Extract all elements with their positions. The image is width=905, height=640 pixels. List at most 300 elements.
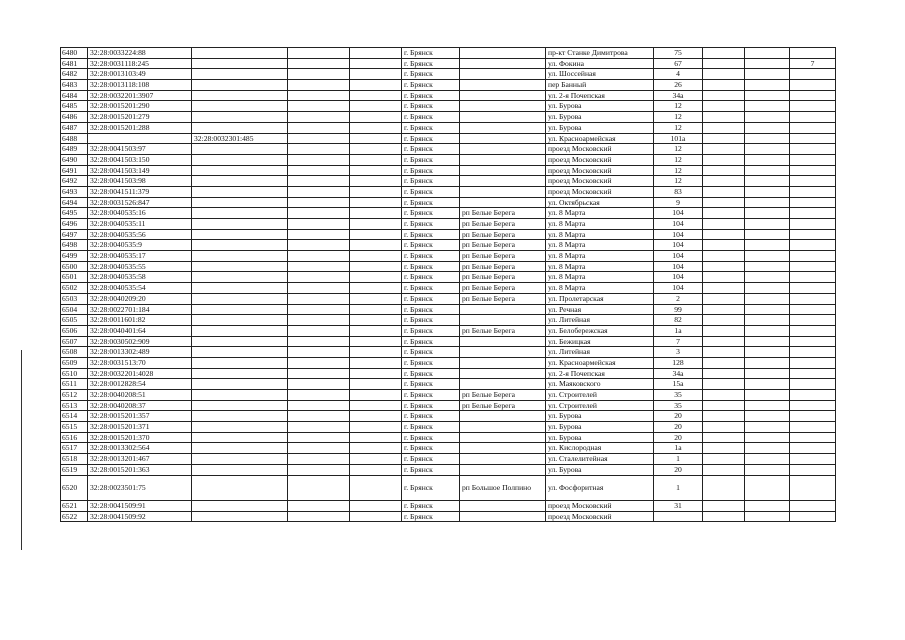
cadastral-number-alt (192, 368, 288, 379)
col-5 (350, 48, 402, 59)
city-cell: г. Брянск (402, 336, 460, 347)
col-11 (745, 336, 790, 347)
cadastral-number: 32:28:0023501:75 (88, 475, 192, 501)
settlement-cell (460, 422, 546, 433)
cadastral-number-alt (192, 411, 288, 422)
cadastral-number: 32:28:0031513:70 (88, 357, 192, 368)
cadastral-number: 32:28:0032201:3907 (88, 90, 192, 101)
col-12 (790, 390, 836, 401)
col-11 (745, 208, 790, 219)
col-10 (703, 154, 745, 165)
cadastral-number-alt (192, 454, 288, 465)
col-12 (790, 379, 836, 390)
col-11 (745, 443, 790, 454)
row-number: 6494 (61, 197, 88, 208)
cadastral-number: 32:28:0040209:20 (88, 293, 192, 304)
row-number: 6510 (61, 368, 88, 379)
table-row (61, 293, 836, 304)
col-4 (288, 368, 350, 379)
col-5 (350, 176, 402, 187)
col-12 (790, 219, 836, 230)
street-cell: ул. Бурова (546, 422, 654, 433)
table-row (61, 390, 836, 401)
city-cell: г. Брянск (402, 154, 460, 165)
cadastral-number-alt (192, 144, 288, 155)
cadastral-number-alt (192, 501, 288, 512)
street-cell: ул. Бежицкая (546, 336, 654, 347)
table-row (61, 176, 836, 187)
col-5 (350, 283, 402, 294)
col-4 (288, 186, 350, 197)
col-11 (745, 400, 790, 411)
table-row (61, 219, 836, 230)
cadastral-number: 32:28:0015201:279 (88, 112, 192, 123)
table-row (61, 304, 836, 315)
street-cell: проезд Московский (546, 186, 654, 197)
col-5 (350, 464, 402, 475)
settlement-cell (460, 144, 546, 155)
col-11 (745, 101, 790, 112)
row-number: 6519 (61, 464, 88, 475)
col-11 (745, 272, 790, 283)
cadastral-number: 32:28:0041503:97 (88, 144, 192, 155)
cadastral-number-alt (192, 347, 288, 358)
street-cell: ул. 8 Марта (546, 272, 654, 283)
cadastral-number-alt (192, 261, 288, 272)
col-5 (350, 475, 402, 501)
house-cell: 3 (654, 347, 703, 358)
col-4 (288, 501, 350, 512)
row-number: 6504 (61, 304, 88, 315)
row-number: 6487 (61, 122, 88, 133)
col-5 (350, 379, 402, 390)
city-cell: г. Брянск (402, 400, 460, 411)
col-5 (350, 261, 402, 272)
col-4 (288, 48, 350, 59)
cadastral-number: 32:28:0033224:88 (88, 48, 192, 59)
table-row (61, 144, 836, 155)
street-cell: ул. 8 Марта (546, 261, 654, 272)
col-11 (745, 80, 790, 91)
street-cell: ул. Фокина (546, 58, 654, 69)
city-cell: г. Брянск (402, 368, 460, 379)
city-cell: г. Брянск (402, 511, 460, 522)
col-12 (790, 293, 836, 304)
table-row (61, 251, 836, 262)
cadastral-number (88, 133, 192, 144)
row-number: 6515 (61, 422, 88, 433)
col-10 (703, 48, 745, 59)
col-5 (350, 133, 402, 144)
house-cell: 67 (654, 58, 703, 69)
cadastral-number-alt (192, 400, 288, 411)
table-body (61, 48, 836, 522)
col-5 (350, 208, 402, 219)
street-cell: ул. Пролетарская (546, 293, 654, 304)
table-row (61, 357, 836, 368)
house-cell: 104 (654, 219, 703, 230)
cadastral-number: 32:28:0040208:51 (88, 390, 192, 401)
col-12 (790, 283, 836, 294)
settlement-cell (460, 379, 546, 390)
table-row (61, 112, 836, 123)
cadastral-number: 32:28:0013118:108 (88, 80, 192, 91)
col-10 (703, 511, 745, 522)
col-12 (790, 261, 836, 272)
table-row (61, 154, 836, 165)
settlement-cell: рп Белые Берега (460, 325, 546, 336)
col-4 (288, 283, 350, 294)
settlement-cell (460, 112, 546, 123)
street-cell: проезд Московский (546, 501, 654, 512)
row-number: 6481 (61, 58, 88, 69)
cadastral-number: 32:28:0011601:82 (88, 315, 192, 326)
col-12 (790, 112, 836, 123)
row-number: 6488 (61, 133, 88, 144)
cadastral-number: 32:28:0040535:17 (88, 251, 192, 262)
street-cell: ул. Маяковского (546, 379, 654, 390)
settlement-cell (460, 58, 546, 69)
cadastral-number: 32:28:0040535:16 (88, 208, 192, 219)
col-11 (745, 432, 790, 443)
street-cell: проезд Московский (546, 165, 654, 176)
col-11 (745, 368, 790, 379)
city-cell: г. Брянск (402, 165, 460, 176)
cadastral-number-alt (192, 48, 288, 59)
house-cell: 104 (654, 240, 703, 251)
street-cell: ул. Речная (546, 304, 654, 315)
city-cell: г. Брянск (402, 432, 460, 443)
table-row (61, 432, 836, 443)
col-5 (350, 112, 402, 123)
city-cell: г. Брянск (402, 283, 460, 294)
row-number: 6486 (61, 112, 88, 123)
col-5 (350, 336, 402, 347)
col-12 (790, 144, 836, 155)
col-5 (350, 368, 402, 379)
house-cell (654, 511, 703, 522)
house-cell: 12 (654, 144, 703, 155)
city-cell: г. Брянск (402, 240, 460, 251)
house-cell: 12 (654, 176, 703, 187)
settlement-cell (460, 432, 546, 443)
row-number: 6498 (61, 240, 88, 251)
house-cell: 104 (654, 229, 703, 240)
row-number: 6483 (61, 80, 88, 91)
col-11 (745, 379, 790, 390)
col-12 (790, 80, 836, 91)
col-10 (703, 283, 745, 294)
col-4 (288, 390, 350, 401)
street-cell: проезд Московский (546, 154, 654, 165)
col-12 (790, 325, 836, 336)
col-12 (790, 357, 836, 368)
city-cell: г. Брянск (402, 133, 460, 144)
cadastral-number-alt (192, 251, 288, 262)
house-cell: 7 (654, 336, 703, 347)
house-cell: 75 (654, 48, 703, 59)
col-4 (288, 422, 350, 433)
col-10 (703, 69, 745, 80)
cadastral-number-alt (192, 315, 288, 326)
col-5 (350, 443, 402, 454)
cadastral-number: 32:28:0040535:9 (88, 240, 192, 251)
street-cell: пр-кт Станке Димитрова (546, 48, 654, 59)
city-cell: г. Брянск (402, 176, 460, 187)
col-10 (703, 251, 745, 262)
col-10 (703, 144, 745, 155)
street-cell: ул. Бурова (546, 432, 654, 443)
col-4 (288, 511, 350, 522)
col-4 (288, 69, 350, 80)
table-row (61, 229, 836, 240)
street-cell: ул. Красноармейская (546, 357, 654, 368)
col-5 (350, 197, 402, 208)
col-4 (288, 101, 350, 112)
col-11 (745, 304, 790, 315)
house-cell: 20 (654, 432, 703, 443)
col-5 (350, 347, 402, 358)
cadastral-number-alt (192, 304, 288, 315)
col-11 (745, 261, 790, 272)
cadastral-number-alt (192, 379, 288, 390)
row-number: 6495 (61, 208, 88, 219)
cadastral-number-alt (192, 443, 288, 454)
cadastral-number-alt (192, 293, 288, 304)
col-11 (745, 501, 790, 512)
table-row (61, 197, 836, 208)
settlement-cell: рп Белые Берега (460, 293, 546, 304)
city-cell: г. Брянск (402, 475, 460, 501)
col-5 (350, 357, 402, 368)
col-10 (703, 219, 745, 230)
col-4 (288, 325, 350, 336)
city-cell: г. Брянск (402, 229, 460, 240)
col-5 (350, 304, 402, 315)
house-cell: 104 (654, 272, 703, 283)
col-11 (745, 315, 790, 326)
street-cell: ул. 8 Марта (546, 229, 654, 240)
city-cell: г. Брянск (402, 390, 460, 401)
cadastral-number-alt (192, 240, 288, 251)
street-cell: ул. Белобережская (546, 325, 654, 336)
city-cell: г. Брянск (402, 443, 460, 454)
cadastral-number: 32:28:0031118:245 (88, 58, 192, 69)
row-number: 6501 (61, 272, 88, 283)
cadastral-number-alt (192, 511, 288, 522)
row-number: 6480 (61, 48, 88, 59)
city-cell: г. Брянск (402, 48, 460, 59)
street-cell: ул. 2-я Почепская (546, 90, 654, 101)
col-10 (703, 80, 745, 91)
col-12 (790, 101, 836, 112)
table-row (61, 283, 836, 294)
settlement-cell (460, 133, 546, 144)
col-12 (790, 432, 836, 443)
row-number: 6512 (61, 390, 88, 401)
street-cell: ул. 8 Марта (546, 283, 654, 294)
house-cell: 12 (654, 154, 703, 165)
settlement-cell (460, 454, 546, 465)
cadastral-number: 32:28:0041511:379 (88, 186, 192, 197)
table-row (61, 325, 836, 336)
col-4 (288, 90, 350, 101)
row-number: 6484 (61, 90, 88, 101)
settlement-cell: рп Белые Берега (460, 272, 546, 283)
scan-edge-mark (21, 350, 22, 550)
street-cell: ул. Литейная (546, 315, 654, 326)
cadastral-number: 32:28:0022701:184 (88, 304, 192, 315)
cadastral-number-alt (192, 336, 288, 347)
col-11 (745, 357, 790, 368)
col-10 (703, 464, 745, 475)
col-4 (288, 58, 350, 69)
registry-table (60, 47, 836, 522)
city-cell: г. Брянск (402, 208, 460, 219)
city-cell: г. Брянск (402, 347, 460, 358)
col-11 (745, 411, 790, 422)
house-cell: 15а (654, 379, 703, 390)
col-4 (288, 133, 350, 144)
settlement-cell (460, 511, 546, 522)
col-11 (745, 251, 790, 262)
cadastral-number-alt (192, 422, 288, 433)
table-row (61, 501, 836, 512)
cadastral-number: 32:28:0040535:56 (88, 229, 192, 240)
cadastral-number-alt (192, 464, 288, 475)
cadastral-number-alt (192, 122, 288, 133)
col-5 (350, 251, 402, 262)
col-12 (790, 229, 836, 240)
street-cell: ул. Бурова (546, 112, 654, 123)
settlement-cell (460, 347, 546, 358)
house-cell: 104 (654, 283, 703, 294)
table-row (61, 422, 836, 433)
cadastral-number-alt (192, 69, 288, 80)
city-cell: г. Брянск (402, 464, 460, 475)
col-5 (350, 411, 402, 422)
city-cell: г. Брянск (402, 251, 460, 262)
col-5 (350, 219, 402, 230)
row-number: 6521 (61, 501, 88, 512)
cadastral-number-alt (192, 101, 288, 112)
city-cell: г. Брянск (402, 261, 460, 272)
cadastral-number: 32:28:0013103:49 (88, 69, 192, 80)
row-number: 6517 (61, 443, 88, 454)
street-cell: ул. 8 Марта (546, 240, 654, 251)
col-10 (703, 304, 745, 315)
cadastral-number: 32:28:0040535:54 (88, 283, 192, 294)
settlement-cell (460, 336, 546, 347)
col-12 (790, 122, 836, 133)
col-12 (790, 347, 836, 358)
table-row (61, 411, 836, 422)
col-4 (288, 347, 350, 358)
settlement-cell (460, 69, 546, 80)
col-4 (288, 144, 350, 155)
settlement-cell: рп Белые Берега (460, 208, 546, 219)
col-10 (703, 261, 745, 272)
street-cell: ул. Строителей (546, 390, 654, 401)
col-5 (350, 229, 402, 240)
col-10 (703, 240, 745, 251)
house-cell: 12 (654, 122, 703, 133)
street-cell: ул. Сталелитейная (546, 454, 654, 465)
col-11 (745, 219, 790, 230)
settlement-cell: рп Большое Полпино (460, 475, 546, 501)
house-cell: 1а (654, 443, 703, 454)
settlement-cell: рп Белые Берега (460, 229, 546, 240)
street-cell: проезд Московский (546, 144, 654, 155)
col-11 (745, 325, 790, 336)
row-number: 6511 (61, 379, 88, 390)
col-10 (703, 443, 745, 454)
col-4 (288, 293, 350, 304)
cadastral-number-alt (192, 186, 288, 197)
row-number: 6506 (61, 325, 88, 336)
settlement-cell (460, 501, 546, 512)
street-cell: ул. Литейная (546, 347, 654, 358)
col-5 (350, 325, 402, 336)
col-12 (790, 422, 836, 433)
cadastral-number: 32:28:0041503:98 (88, 176, 192, 187)
settlement-cell: рп Белые Берега (460, 240, 546, 251)
col-4 (288, 240, 350, 251)
col-10 (703, 475, 745, 501)
house-cell: 26 (654, 80, 703, 91)
cadastral-number-alt (192, 208, 288, 219)
col-10 (703, 501, 745, 512)
col-11 (745, 58, 790, 69)
col-10 (703, 133, 745, 144)
col-10 (703, 176, 745, 187)
table-row (61, 186, 836, 197)
city-cell: г. Брянск (402, 272, 460, 283)
col-11 (745, 48, 790, 59)
col-11 (745, 293, 790, 304)
street-cell: ул. 8 Марта (546, 208, 654, 219)
col-10 (703, 368, 745, 379)
cadastral-number: 32:28:0015201:371 (88, 422, 192, 433)
col-10 (703, 379, 745, 390)
cadastral-number-alt (192, 112, 288, 123)
col-5 (350, 422, 402, 433)
house-cell: 104 (654, 208, 703, 219)
col-11 (745, 197, 790, 208)
row-number: 6520 (61, 475, 88, 501)
col-5 (350, 240, 402, 251)
col-4 (288, 464, 350, 475)
table-row (61, 464, 836, 475)
table-row (61, 48, 836, 59)
cadastral-number-alt (192, 58, 288, 69)
col-12 (790, 336, 836, 347)
col-11 (745, 133, 790, 144)
city-cell: г. Брянск (402, 219, 460, 230)
city-cell: г. Брянск (402, 197, 460, 208)
col-12 (790, 443, 836, 454)
col-11 (745, 112, 790, 123)
city-cell: г. Брянск (402, 411, 460, 422)
col-4 (288, 80, 350, 91)
row-number: 6499 (61, 251, 88, 262)
city-cell: г. Брянск (402, 357, 460, 368)
col-12 (790, 133, 836, 144)
cadastral-number-alt (192, 176, 288, 187)
settlement-cell (460, 165, 546, 176)
col-11 (745, 144, 790, 155)
col-12 (790, 411, 836, 422)
